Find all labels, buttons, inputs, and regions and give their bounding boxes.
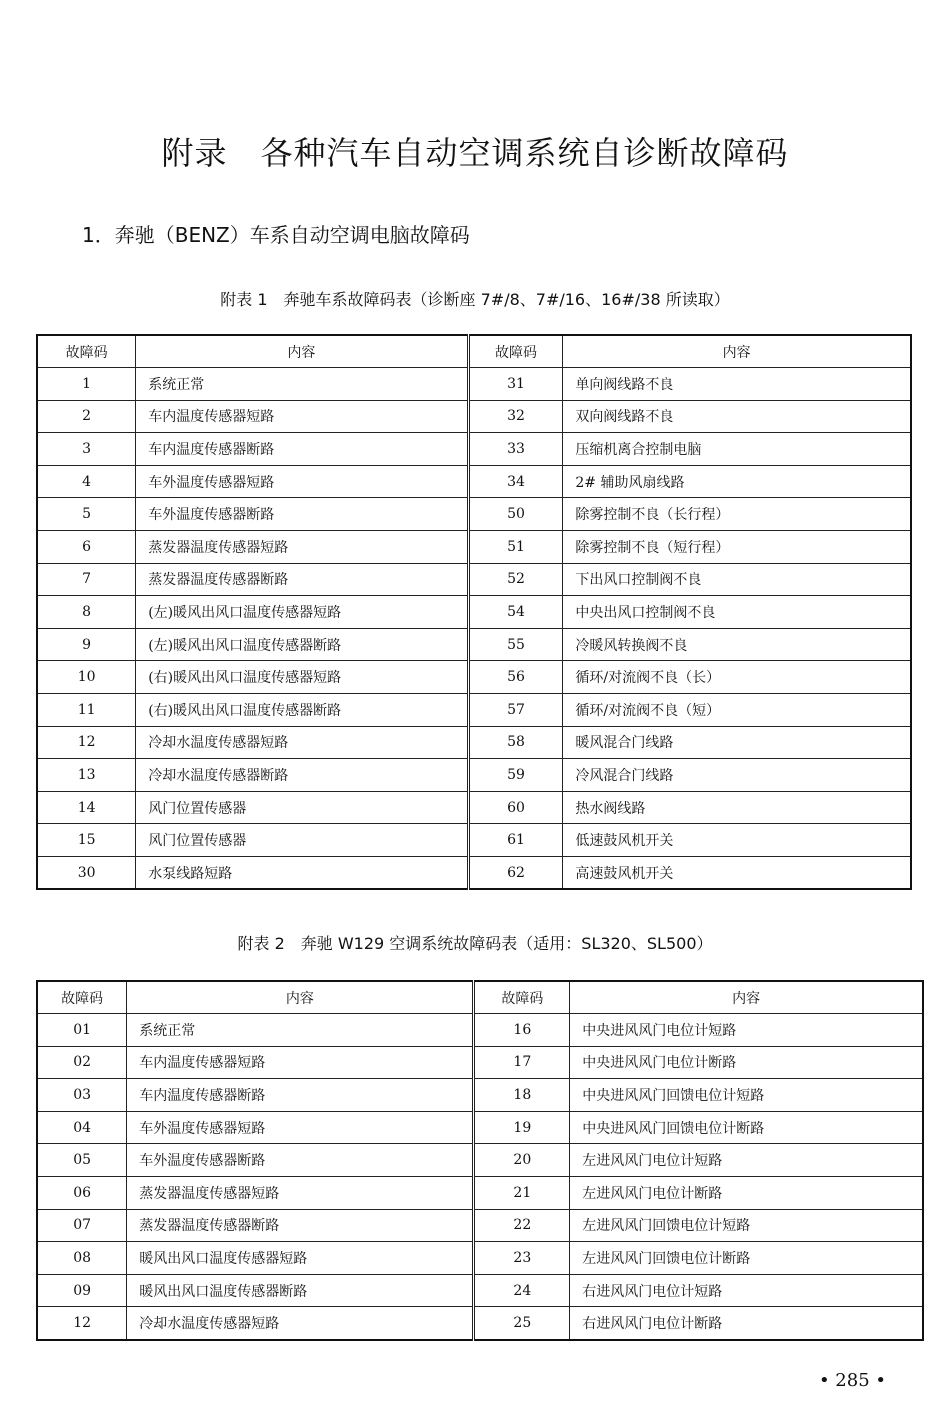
fault-code-cell: 62 <box>468 857 563 890</box>
description-cell: 车内温度传感器断路 <box>127 1079 474 1112</box>
fault-code-cell: 60 <box>468 791 563 824</box>
table-row <box>37 857 911 890</box>
description-cell: 车内温度传感器短路 <box>136 400 468 433</box>
description-cell: 热水阀线路 <box>563 791 911 824</box>
fault-code-cell: 24 <box>474 1274 570 1307</box>
fault-code-cell: 7 <box>37 563 136 596</box>
table-row <box>37 1274 923 1307</box>
table-row <box>37 824 911 857</box>
description-cell: 单向阀线路不良 <box>563 368 911 401</box>
description-cell: 水泵线路短路 <box>136 857 468 890</box>
description-cell: 压缩机离合控制电脑 <box>563 433 911 466</box>
description-cell: 中央进风风门回馈电位计断路 <box>570 1111 923 1144</box>
table-row <box>37 498 911 531</box>
fault-code-cell: 22 <box>474 1209 570 1242</box>
fault-code-cell: 07 <box>37 1209 127 1242</box>
fault-code-cell: 18 <box>474 1079 570 1112</box>
description-cell: 中央进风风门电位计断路 <box>570 1046 923 1079</box>
description-cell: 风门位置传感器 <box>136 791 468 824</box>
description-cell: 暖风混合门线路 <box>563 726 911 759</box>
description-cell: 左进风风门回馈电位计断路 <box>570 1242 923 1275</box>
description-cell: 暖风出风口温度传感器断路 <box>127 1274 474 1307</box>
fault-code-cell: 12 <box>37 1307 127 1340</box>
fault-code-cell: 09 <box>37 1274 127 1307</box>
fault-code-cell: 58 <box>468 726 563 759</box>
description-cell: 系统正常 <box>127 1014 474 1047</box>
description-cell: 2# 辅助风扇线路 <box>563 465 911 498</box>
description-cell: 车外温度传感器断路 <box>136 498 468 531</box>
fault-code-cell: 15 <box>37 824 136 857</box>
column-header: 内容 <box>136 335 468 368</box>
fault-code-cell: 57 <box>468 694 563 727</box>
fault-code-cell: 52 <box>468 563 563 596</box>
description-cell: (左)暖风出风口温度传感器短路 <box>136 596 468 629</box>
table-row <box>37 661 911 694</box>
table-row <box>37 791 911 824</box>
table-row <box>37 628 911 661</box>
table1-caption: 附表 1 奔驰车系故障码表（诊断座 7#/8、7#/16、16#/38 所读取） <box>220 290 730 309</box>
description-cell: 中央进风风门电位计短路 <box>570 1014 923 1047</box>
fault-code-cell: 5 <box>37 498 136 531</box>
table-row <box>37 563 911 596</box>
fault-code-cell: 08 <box>37 1242 127 1275</box>
description-cell: (左)暖风出风口温度传感器断路 <box>136 628 468 661</box>
description-cell: 中央进风风门回馈电位计短路 <box>570 1079 923 1112</box>
description-cell: 下出风口控制阀不良 <box>563 563 911 596</box>
fault-code-cell: 1 <box>37 368 136 401</box>
description-cell: 左进风风门回馈电位计短路 <box>570 1209 923 1242</box>
fault-code-cell: 21 <box>474 1177 570 1210</box>
description-cell: 除雾控制不良（长行程） <box>563 498 911 531</box>
fault-code-cell: 17 <box>474 1046 570 1079</box>
fault-code-cell: 6 <box>37 531 136 564</box>
description-cell: 蒸发器温度传感器断路 <box>136 563 468 596</box>
table-row <box>37 368 911 401</box>
table-row <box>37 1144 923 1177</box>
fault-code-cell: 3 <box>37 433 136 466</box>
description-cell: 车内温度传感器断路 <box>136 433 468 466</box>
fault-code-cell: 05 <box>37 1144 127 1177</box>
fault-code-cell: 16 <box>474 1014 570 1047</box>
table-header-row <box>37 335 911 368</box>
table-row <box>37 433 911 466</box>
fault-code-cell: 54 <box>468 596 563 629</box>
table-row <box>37 531 911 564</box>
table-header-row <box>37 981 923 1014</box>
fault-code-cell: 06 <box>37 1177 127 1210</box>
fault-code-cell: 04 <box>37 1111 127 1144</box>
column-header: 内容 <box>570 981 923 1014</box>
fault-code-cell: 03 <box>37 1079 127 1112</box>
fault-code-cell: 14 <box>37 791 136 824</box>
fault-code-cell: 59 <box>468 759 563 792</box>
fault-code-cell: 11 <box>37 694 136 727</box>
description-cell: 车外温度传感器短路 <box>136 465 468 498</box>
description-cell: 左进风风门电位计断路 <box>570 1177 923 1210</box>
table-row <box>37 1014 923 1047</box>
fault-code-table-1 <box>36 334 912 890</box>
description-cell: 双向阀线路不良 <box>563 400 911 433</box>
description-cell: 系统正常 <box>136 368 468 401</box>
description-cell: 暖风出风口温度传感器短路 <box>127 1242 474 1275</box>
description-cell: 高速鼓风机开关 <box>563 857 911 890</box>
description-cell: 冷风混合门线路 <box>563 759 911 792</box>
page-number: • 285 • <box>818 1370 886 1391</box>
fault-code-cell: 10 <box>37 661 136 694</box>
description-cell: 右进风风门电位计断路 <box>570 1307 923 1340</box>
description-cell: 车内温度传感器短路 <box>127 1046 474 1079</box>
description-cell: 蒸发器温度传感器断路 <box>127 1209 474 1242</box>
fault-code-cell: 50 <box>468 498 563 531</box>
section-heading: 1．奔驰（BENZ）车系自动空调电脑故障码 <box>82 223 470 247</box>
fault-code-cell: 51 <box>468 531 563 564</box>
fault-code-cell: 32 <box>468 400 563 433</box>
column-header: 故障码 <box>474 981 570 1014</box>
description-cell: 左进风风门电位计短路 <box>570 1144 923 1177</box>
description-cell: 右进风风门电位计短路 <box>570 1274 923 1307</box>
description-cell: 循环/对流阀不良（短） <box>563 694 911 727</box>
table2-caption: 附表 2 奔驰 W129 空调系统故障码表（适用：SL320、SL500） <box>237 934 713 953</box>
fault-code-cell: 4 <box>37 465 136 498</box>
column-header: 内容 <box>127 981 474 1014</box>
fault-code-cell: 55 <box>468 628 563 661</box>
fault-code-cell: 02 <box>37 1046 127 1079</box>
fault-code-cell: 01 <box>37 1014 127 1047</box>
fault-code-cell: 19 <box>474 1111 570 1144</box>
column-header: 故障码 <box>468 335 563 368</box>
table-row <box>37 726 911 759</box>
fault-code-cell: 23 <box>474 1242 570 1275</box>
fault-code-cell: 2 <box>37 400 136 433</box>
fault-code-table-2 <box>36 980 924 1341</box>
fault-code-cell: 31 <box>468 368 563 401</box>
table-row <box>37 596 911 629</box>
description-cell: 除雾控制不良（短行程） <box>563 531 911 564</box>
table-row <box>37 1079 923 1112</box>
table-row <box>37 1046 923 1079</box>
page-title: 附录 各种汽车自动空调系统自诊断故障码 <box>161 134 789 172</box>
table-row <box>37 1209 923 1242</box>
fault-code-cell: 33 <box>468 433 563 466</box>
table-row <box>37 694 911 727</box>
fault-code-cell: 12 <box>37 726 136 759</box>
table-row <box>37 1177 923 1210</box>
description-cell: 循环/对流阀不良（长） <box>563 661 911 694</box>
table-row <box>37 465 911 498</box>
description-cell: 中央出风口控制阀不良 <box>563 596 911 629</box>
fault-code-cell: 34 <box>468 465 563 498</box>
description-cell: 冷却水温度传感器断路 <box>136 759 468 792</box>
description-cell: (右)暖风出风口温度传感器断路 <box>136 694 468 727</box>
description-cell: (右)暖风出风口温度传感器短路 <box>136 661 468 694</box>
description-cell: 风门位置传感器 <box>136 824 468 857</box>
description-cell: 低速鼓风机开关 <box>563 824 911 857</box>
description-cell: 冷却水温度传感器短路 <box>136 726 468 759</box>
fault-code-cell: 9 <box>37 628 136 661</box>
column-header: 故障码 <box>37 335 136 368</box>
description-cell: 车外温度传感器短路 <box>127 1111 474 1144</box>
table-row <box>37 1242 923 1275</box>
description-cell: 蒸发器温度传感器短路 <box>127 1177 474 1210</box>
table-row <box>37 400 911 433</box>
fault-code-cell: 61 <box>468 824 563 857</box>
fault-code-cell: 20 <box>474 1144 570 1177</box>
table-row <box>37 759 911 792</box>
description-cell: 蒸发器温度传感器短路 <box>136 531 468 564</box>
table-row <box>37 1307 923 1340</box>
fault-code-cell: 56 <box>468 661 563 694</box>
column-header: 内容 <box>563 335 911 368</box>
fault-code-cell: 8 <box>37 596 136 629</box>
fault-code-cell: 30 <box>37 857 136 890</box>
table-row <box>37 1111 923 1144</box>
column-header: 故障码 <box>37 981 127 1014</box>
fault-code-cell: 25 <box>474 1307 570 1340</box>
fault-code-cell: 13 <box>37 759 136 792</box>
description-cell: 车外温度传感器断路 <box>127 1144 474 1177</box>
description-cell: 冷却水温度传感器短路 <box>127 1307 474 1340</box>
description-cell: 冷暖风转换阀不良 <box>563 628 911 661</box>
